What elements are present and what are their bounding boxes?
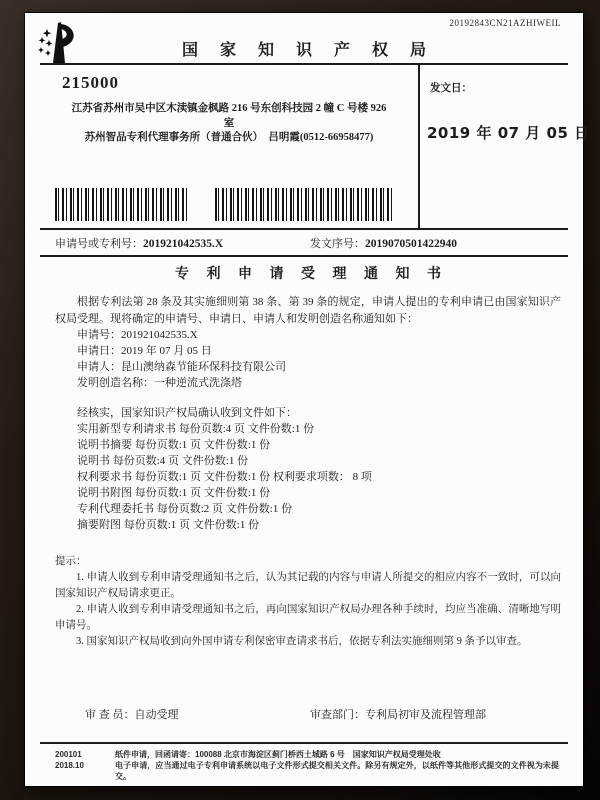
recipient-address bbox=[40, 102, 418, 146]
barcode-serial bbox=[215, 188, 395, 221]
notice-body bbox=[55, 267, 561, 650]
divider-rule bbox=[40, 255, 568, 257]
examiner-value: 自动受理 bbox=[134, 709, 179, 721]
footer-line: 电子申请，应当通过电子专利申请系统以电子文件形式提交相关文件。除另有规定外，以纸件等其他形式提交的文件视为未提交。 bbox=[115, 761, 559, 781]
footer-line: 纸件申请，回函请寄：100088 北京市海淀区蓟门桥西土城路 6 号 国家知识产权局受理处收 bbox=[115, 750, 441, 759]
address-line: 室 bbox=[223, 117, 235, 129]
footer-rule bbox=[40, 742, 568, 744]
footer bbox=[55, 749, 569, 782]
footer-code: 200101 bbox=[55, 750, 82, 759]
tips-section bbox=[55, 554, 561, 650]
document-item: 摘要附图 每份页数:1 页 文件份数:1 份 bbox=[77, 519, 260, 531]
document-item: 说明书 每份页数:4 页 文件份数:1 份 bbox=[77, 455, 249, 467]
review-department bbox=[310, 706, 486, 722]
address-line: 江苏省苏州市吴中区木渎镇金枫路 216 号东创科技园 2 幢 C 号楼 926 bbox=[71, 103, 387, 114]
document-item: 权利要求书 每份页数:1 页 文件份数:1 份 权利要求项数： 8 项 bbox=[77, 471, 372, 483]
examiner-label: 审 查 员： bbox=[85, 709, 135, 721]
document-code: 20192843CN21AZHIWEIL bbox=[449, 18, 561, 28]
application-number-value: 201921042535.X bbox=[143, 238, 224, 250]
notice-title: 专 利 申 请 受 理 通 知 书 bbox=[175, 267, 448, 282]
document-item: 专利代理委托书 每份页数:2 页 文件份数:1 份 bbox=[77, 503, 293, 515]
field-application-number: 申请号：201921042535.X bbox=[77, 329, 198, 341]
examiner bbox=[85, 706, 179, 722]
serial-number-label: 发文序号： bbox=[310, 238, 365, 250]
divider-rule bbox=[40, 228, 568, 230]
footer-codes bbox=[55, 749, 115, 782]
document-page bbox=[25, 13, 590, 786]
field-applicant: 申请人：昆山澳纳森节能环保科技有限公司 bbox=[77, 361, 286, 373]
notice-intro: 根据专利法第 28 条及其实施细则第 38 条、第 39 条的规定，申请人提出的专利申请已由国家知识产权局受理。现将确定的申请号、申请日、申请人和发明创造名称通知如下： bbox=[55, 296, 561, 325]
tip-item: 2. 申请人收到专利申请受理通知书之后，再向国家知识产权局办理各种手续时，均应当准确、清晰地写明申请号。 bbox=[55, 604, 561, 631]
postal-code: 215000 bbox=[62, 73, 119, 92]
numbers-row bbox=[25, 235, 583, 251]
issue-date-box bbox=[420, 65, 590, 228]
document-item: 说明书附图 每份页数:1 页 文件份数:1 份 bbox=[77, 487, 271, 499]
serial-number-value: 2019070501422940 bbox=[365, 238, 457, 250]
tip-item: 1. 申请人收到专利申请受理通知书之后，认为其记载的内容与申请人所提交的相应内容不一致时，可以向国家知识产权局请求更正。 bbox=[55, 572, 561, 599]
tip-item: 3. 国家知识产权局收到向外国申请专利保密审查请求书后，依据专利法实施细则第 9 条予以审查。 bbox=[76, 636, 528, 647]
department-value: 专利局初审及流程管理部 bbox=[365, 709, 486, 721]
document-item: 说明书摘要 每份页数:1 页 文件份数:1 份 bbox=[77, 439, 271, 451]
application-number bbox=[55, 235, 223, 251]
address-line: 苏州智品专利代理事务所（普通合伙） 吕明霞(0512-66958477) bbox=[84, 132, 374, 143]
barcode-application bbox=[55, 188, 190, 221]
application-number-label: 申请号或专利号： bbox=[55, 238, 143, 250]
confirmation-intro: 经核实，国家知识产权局确认收到文件如下： bbox=[77, 407, 297, 419]
serial-number bbox=[310, 235, 457, 251]
department-label: 审查部门： bbox=[310, 709, 365, 721]
issue-date-value: 2019 年 07 月 05 日 bbox=[427, 124, 590, 142]
agency-title: 国 家 知 识 产 权 局 bbox=[181, 42, 435, 59]
footer-text bbox=[115, 749, 559, 782]
field-application-date: 申请日：2019 年 07 月 05 日 bbox=[77, 345, 212, 357]
issue-date-label: 发文日： bbox=[430, 83, 472, 94]
field-invention-title: 发明创造名称：一种逆流式洗涤塔 bbox=[77, 377, 242, 389]
document-item: 实用新型专利请求书 每份页数:4 页 文件份数:1 份 bbox=[77, 423, 315, 435]
recipient-block bbox=[40, 73, 418, 146]
signoff-row bbox=[85, 706, 563, 722]
tips-heading: 提示： bbox=[55, 556, 87, 567]
footer-code: 2018.10 bbox=[55, 761, 84, 770]
